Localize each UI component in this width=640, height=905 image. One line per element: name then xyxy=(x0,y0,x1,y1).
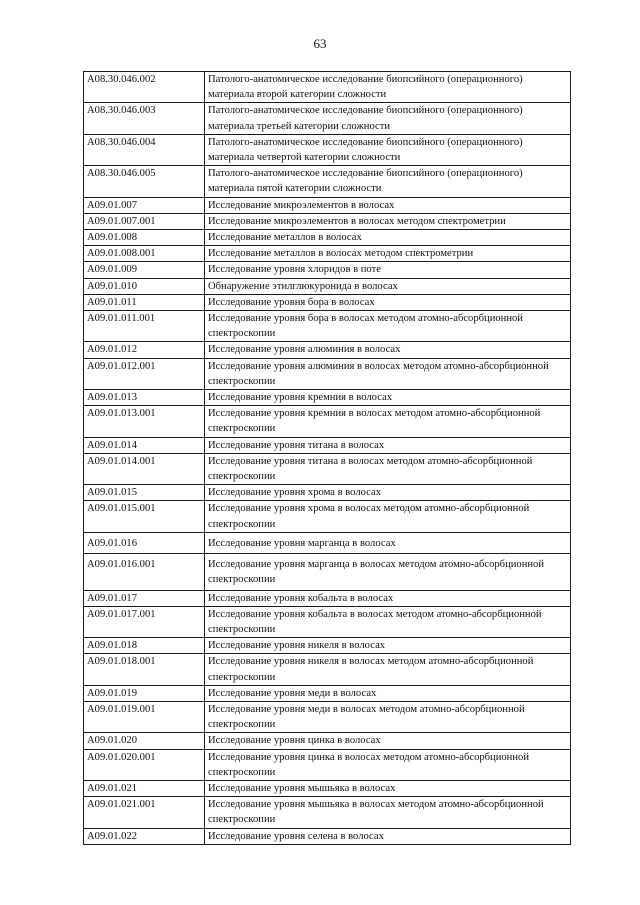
service-code: A09.01.022 xyxy=(84,828,205,844)
table-row xyxy=(84,606,571,637)
service-description: Исследование уровня титана в волосах методом атомно-абсорбционной спектроскопии xyxy=(205,453,571,484)
table-row xyxy=(84,406,571,437)
service-code: A09.01.007 xyxy=(84,197,205,213)
table-row xyxy=(84,453,571,484)
service-code: A09.01.013 xyxy=(84,390,205,406)
table-row xyxy=(84,230,571,246)
service-description: Исследование уровня цинка в волосах xyxy=(205,733,571,749)
service-description: Исследование металлов в волосах методом спектрометрии xyxy=(205,246,571,262)
service-code: A09.01.014 xyxy=(84,437,205,453)
service-code: A09.01.017 xyxy=(84,590,205,606)
service-description: Исследование уровня бора в волосах методом атомно-абсорбционной спектроскопии xyxy=(205,311,571,342)
service-description: Обнаружение этилглюкуронида в волосах xyxy=(205,278,571,294)
service-description: Исследование уровня титана в волосах xyxy=(205,437,571,453)
service-description: Исследование уровня мышьяка в волосах методом атомно-абсорбционной спектроскопии xyxy=(205,797,571,828)
service-description: Патолого-анатомическое исследование биопсийного (операционного) материала четвертой категории сложности xyxy=(205,134,571,165)
service-description: Исследование уровня кремния в волосах xyxy=(205,390,571,406)
service-code: A09.01.012 xyxy=(84,342,205,358)
table-row xyxy=(84,437,571,453)
service-code: A09.01.018.001 xyxy=(84,654,205,685)
service-description: Исследование уровня кобальта в волосах xyxy=(205,590,571,606)
table-row xyxy=(84,390,571,406)
service-code: A08.30.046.004 xyxy=(84,134,205,165)
service-code: A08.30.046.003 xyxy=(84,103,205,134)
service-description: Исследование микроэлементов в волосах xyxy=(205,197,571,213)
service-description: Исследование уровня хрома в волосах xyxy=(205,485,571,501)
table-row xyxy=(84,213,571,229)
table-row xyxy=(84,246,571,262)
table-row xyxy=(84,733,571,749)
service-description: Патолого-анатомическое исследование биопсийного (операционного) материала третьей категории сложности xyxy=(205,103,571,134)
table-row xyxy=(84,197,571,213)
service-code: A09.01.017.001 xyxy=(84,606,205,637)
service-description: Исследование уровня алюминия в волосах методом атомно-абсорбционной спектроскопии xyxy=(205,358,571,389)
service-code: A09.01.009 xyxy=(84,262,205,278)
service-code: A09.01.018 xyxy=(84,638,205,654)
table-row xyxy=(84,166,571,197)
service-code: A09.01.021 xyxy=(84,780,205,796)
service-description: Исследование уровня цинка в волосах методом атомно-абсорбционной спектроскопии xyxy=(205,749,571,780)
service-code: A09.01.016.001 xyxy=(84,554,205,590)
service-code: A09.01.020.001 xyxy=(84,749,205,780)
services-table xyxy=(83,71,571,845)
service-code: A09.01.019 xyxy=(84,685,205,701)
service-description: Исследование уровня кремния в волосах методом атомно-абсорбционной спектроскопии xyxy=(205,406,571,437)
table-row xyxy=(84,103,571,134)
service-code: A09.01.021.001 xyxy=(84,797,205,828)
service-description: Исследование уровня бора в волосах xyxy=(205,294,571,310)
table-row xyxy=(84,262,571,278)
service-description: Исследование уровня алюминия в волосах xyxy=(205,342,571,358)
service-code: A09.01.011.001 xyxy=(84,311,205,342)
table-row xyxy=(84,501,571,532)
table-row xyxy=(84,749,571,780)
service-description: Исследование уровня меди в волосах xyxy=(205,685,571,701)
table-row xyxy=(84,554,571,590)
service-description: Исследование металлов в волосах xyxy=(205,230,571,246)
table-row xyxy=(84,72,571,103)
table-row xyxy=(84,654,571,685)
page-number: 63 xyxy=(313,36,327,51)
service-description: Исследование уровня кобальта в волосах методом атомно-абсорбционной спектроскопии xyxy=(205,606,571,637)
service-description: Исследование микроэлементов в волосах методом спектрометрии xyxy=(205,213,571,229)
service-description: Исследование уровня меди в волосах методом атомно-абсорбционной спектроскопии xyxy=(205,701,571,732)
table-row xyxy=(84,828,571,844)
service-code: A09.01.020 xyxy=(84,733,205,749)
table-row xyxy=(84,358,571,389)
table-row xyxy=(84,485,571,501)
service-code: A08.30.046.002 xyxy=(84,72,205,103)
table-row xyxy=(84,797,571,828)
service-code: A09.01.010 xyxy=(84,278,205,294)
service-code: A09.01.016 xyxy=(84,532,205,553)
service-description: Исследование уровня селена в волосах xyxy=(205,828,571,844)
table-row xyxy=(84,342,571,358)
service-description: Исследование уровня никеля в волосах методом атомно-абсорбционной спектроскопии xyxy=(205,654,571,685)
service-description: Исследование уровня мышьяка в волосах xyxy=(205,780,571,796)
table-row xyxy=(84,590,571,606)
table-row xyxy=(84,532,571,553)
service-code: A08.30.046.005 xyxy=(84,166,205,197)
table-row xyxy=(84,278,571,294)
service-code: A09.01.013.001 xyxy=(84,406,205,437)
service-code: A09.01.008.001 xyxy=(84,246,205,262)
service-code: A09.01.014.001 xyxy=(84,453,205,484)
service-code: A09.01.019.001 xyxy=(84,701,205,732)
table-row xyxy=(84,780,571,796)
service-code: A09.01.015 xyxy=(84,485,205,501)
service-code: A09.01.007.001 xyxy=(84,213,205,229)
service-code: A09.01.015.001 xyxy=(84,501,205,532)
service-description: Патолого-анатомическое исследование биопсийного (операционного) материала пятой категории сложности xyxy=(205,166,571,197)
table-row xyxy=(84,685,571,701)
service-description: Исследование уровня марганца в волосах xyxy=(205,532,571,553)
service-description: Исследование уровня хлоридов в поте xyxy=(205,262,571,278)
service-description: Патолого-анатомическое исследование биопсийного (операционного) материала второй категории сложности xyxy=(205,72,571,103)
table-row xyxy=(84,294,571,310)
service-description: Исследование уровня марганца в волосах методом атомно-абсорбционной спектроскопии xyxy=(205,554,571,590)
table-row xyxy=(84,638,571,654)
service-code: A09.01.011 xyxy=(84,294,205,310)
service-description: Исследование уровня хрома в волосах методом атомно-абсорбционной спектроскопии xyxy=(205,501,571,532)
table-row xyxy=(84,311,571,342)
table-row xyxy=(84,701,571,732)
service-code: A09.01.012.001 xyxy=(84,358,205,389)
service-description: Исследование уровня никеля в волосах xyxy=(205,638,571,654)
service-code: A09.01.008 xyxy=(84,230,205,246)
table-row xyxy=(84,134,571,165)
